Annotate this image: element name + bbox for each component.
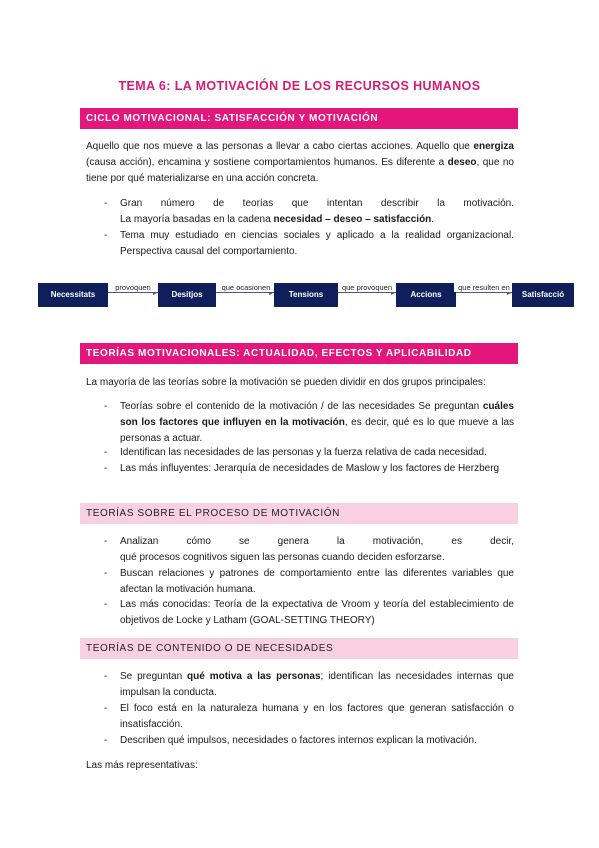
motivation-cycle-flow — [38, 280, 578, 312]
list-item: - Describen qué impulsos, necesidades o factores internos explican la motivación. — [104, 735, 477, 746]
closing-text: Las más representativas: — [86, 760, 198, 771]
teorias-intro-paragraph: La mayoría de las teorías sobre la motivación se pueden dividir en dos grupos principales: — [86, 377, 486, 388]
flow-arrow — [338, 292, 396, 293]
list-item: - Analizan cómo se genera la motivación, es decir, — [104, 536, 514, 547]
list-item: - El foco está en la naturaleza humana y en los factores que generan satisfacción o insatisfacción. — [104, 703, 514, 730]
section-heading-ciclo: CICLO MOTIVACIONAL: SATISFACCIÓN Y MOTIVACIÓN — [80, 108, 518, 129]
list-item: - Tema muy estudiado en ciencias sociales y aplicado a la realidad organizacional. Perspectiva causal del comportamiento. — [104, 230, 514, 257]
bold-energiza: energiza — [473, 141, 514, 152]
list-item: - Teorías sobre el contenido de la motivación / de las necesidades Se preguntan cuáles son los factores que influyen en la motivación, es decir, qué es lo que mueve a las personas a actuar. — [104, 401, 514, 444]
flow-arrow-label: que resulten en — [454, 283, 514, 292]
flow-box-tensions: Tensions — [274, 283, 338, 307]
list-item: - Se preguntan qué motiva a las personas; identifican las necesidades internas que impulsan la conducta. — [104, 671, 514, 698]
flow-box-necessitats: Necessitats — [38, 283, 108, 307]
flow-arrow — [216, 292, 274, 293]
section-heading-proceso: TEORÍAS SOBRE EL PROCESO DE MOTIVACIÓN — [80, 503, 518, 524]
flow-box-accions: Accions — [396, 283, 456, 307]
flow-arrow-label: provoquen — [108, 283, 158, 292]
section-heading-contenido: TEORÍAS DE CONTENIDO O DE NECESIDADES — [80, 638, 518, 659]
document-title: TEMA 6: LA MOTIVACIÓN DE LOS RECURSOS HUMANOS — [118, 79, 481, 93]
list-item: - Las más conocidas: Teoría de la expectativa de Vroom y teoría del establecimiento de objetivos de Locke y Latham (GOAL-SETTING THEORY) — [104, 599, 514, 626]
list-item: - Las más influyentes: Jerarquía de necesidades de Maslow y los factores de Herzberg — [104, 463, 500, 474]
list-item: - Identifican las necesidades de las personas y la fuerza relativa de cada necesidad. — [104, 447, 487, 458]
section-heading-teorias: TEORÍAS MOTIVACIONALES: ACTUALIDAD, EFECTOS Y APLICABILIDAD — [80, 343, 518, 364]
list-item: - Buscan relaciones y patrones de comportamiento entre las diferentes variables que afectan la motivación humana. — [104, 568, 514, 595]
bold-deseo: deseo — [447, 157, 477, 168]
flow-arrow-label: que provoquen — [338, 283, 396, 292]
list-item-continuation: qué procesos cognitivos siguen las personas cuando deciden esforzarse. — [120, 552, 445, 563]
flow-box-desitjos: Desitjos — [158, 283, 216, 307]
ciclo-intro-paragraph: Aquello que nos mueve a las personas a llevar a cabo ciertas acciones. Aquello que energiza (causa acción), encamina y sostiene comportamientos humanos. Es diferente a deseo, que no tiene por qué materializarse en una acción concreta. — [86, 141, 514, 184]
list-item: - Gran número de teorías que intentan describir la motivación. — [104, 198, 514, 209]
flow-box-satisfaccio: Satisfacció — [512, 283, 574, 307]
list-item-continuation: La mayoría basadas en la cadena necesidad – deseo – satisfacción. — [120, 214, 435, 225]
flow-arrow — [108, 292, 158, 293]
flow-arrow-label: que ocasionen — [218, 283, 274, 292]
flow-arrow — [456, 292, 512, 293]
